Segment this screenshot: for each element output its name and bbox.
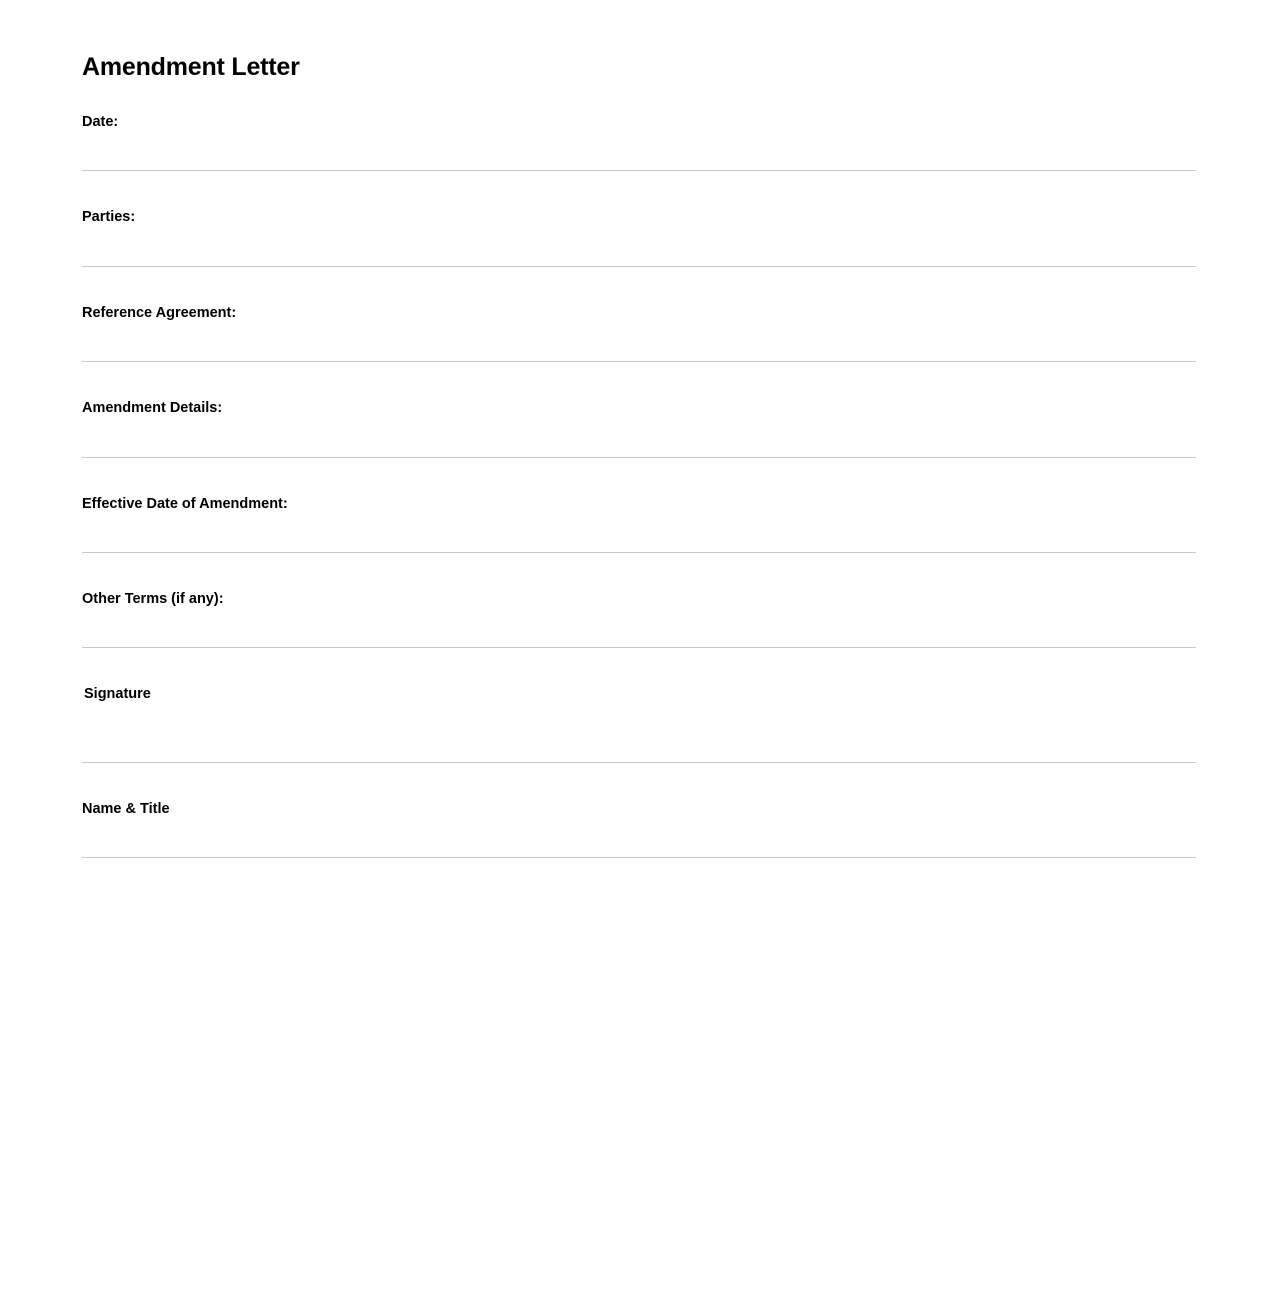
field-other-terms [82, 591, 1196, 648]
field-input-effective-date[interactable] [82, 513, 1196, 552]
field-signature [82, 686, 1196, 762]
field-reference-agreement [82, 305, 1196, 362]
field-name-title [82, 801, 1196, 858]
field-input-parties[interactable] [82, 227, 1196, 266]
field-input-amendment-details[interactable] [82, 418, 1196, 457]
field-label-parties: Parties: [82, 209, 136, 226]
field-input-signature[interactable] [82, 704, 1196, 762]
spacer-2 [82, 267, 1196, 305]
page-title: Amendment Letter [82, 53, 300, 81]
field-rule-name-title [82, 857, 1196, 858]
field-label-reference-agreement: Reference Agreement: [82, 304, 237, 321]
field-input-name-title[interactable] [82, 818, 1196, 857]
spacer-4 [82, 458, 1196, 496]
field-label-signature: Signature [84, 686, 151, 703]
field-date [82, 114, 1196, 171]
field-label-effective-date: Effective Date of Amendment: [82, 495, 288, 512]
field-label-amendment-details: Amendment Details: [82, 400, 223, 417]
spacer-1 [82, 171, 1196, 209]
spacer-3 [82, 362, 1196, 400]
field-label-other-terms: Other Terms (if any): [82, 590, 224, 607]
spacer-5 [82, 553, 1196, 591]
field-parties [82, 209, 1196, 266]
field-input-other-terms[interactable] [82, 608, 1196, 647]
field-input-date[interactable] [82, 131, 1196, 170]
field-effective-date [82, 496, 1196, 553]
spacer-7 [82, 763, 1196, 801]
field-label-name-title: Name & Title [82, 800, 170, 817]
field-label-date: Date: [82, 114, 119, 130]
field-input-reference-agreement[interactable] [82, 322, 1196, 361]
field-amendment-details [82, 400, 1196, 457]
spacer-6 [82, 648, 1196, 686]
